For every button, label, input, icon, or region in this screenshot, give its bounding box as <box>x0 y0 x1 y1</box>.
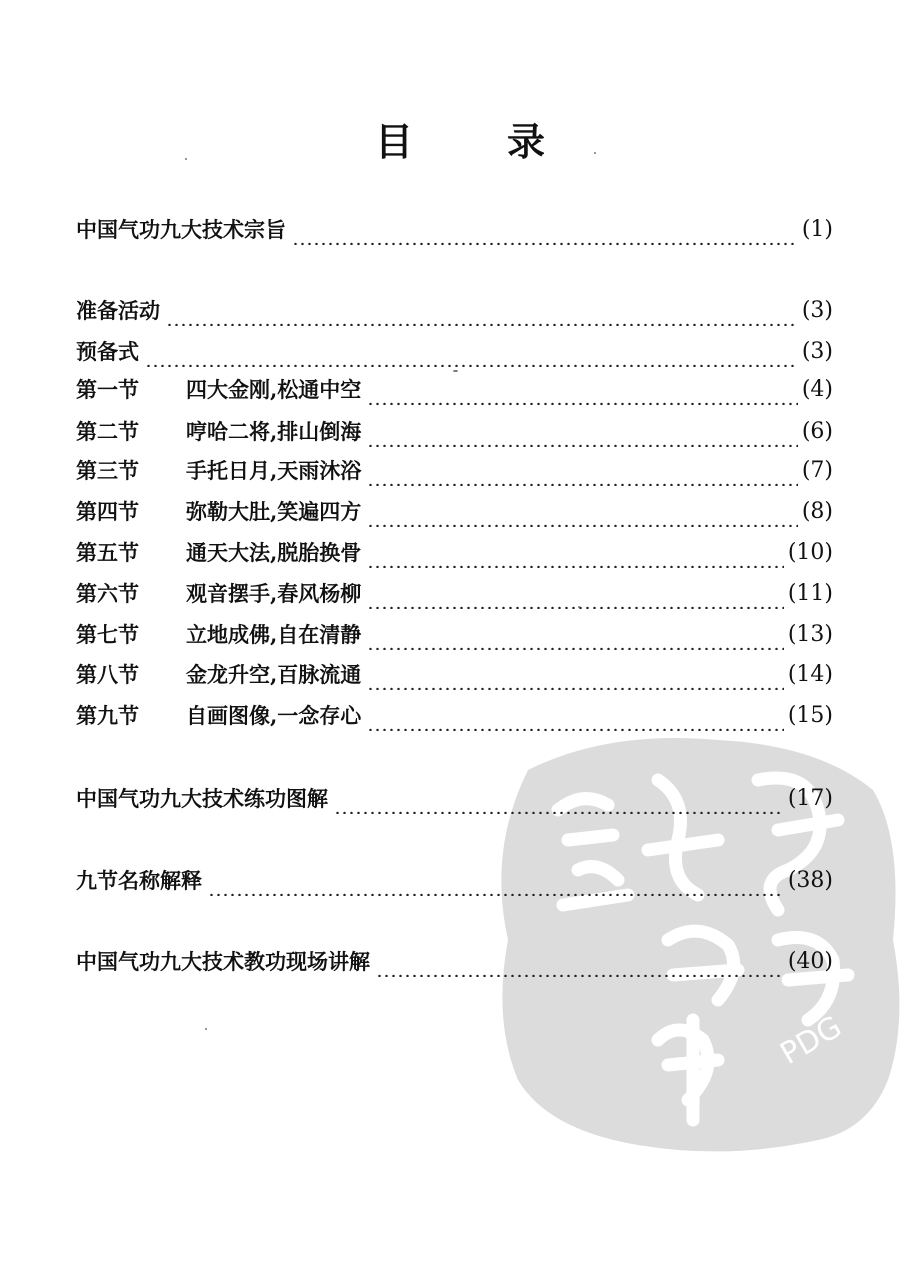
dot-leader <box>376 947 784 977</box>
toc-entry-title: 哼哈二将,排山倒海 <box>186 419 362 444</box>
dot-leader <box>334 784 784 814</box>
toc-entry-title: 观音摆手,春风杨柳 <box>186 581 362 606</box>
toc-page-number: (8) <box>801 499 833 524</box>
toc-entry <box>76 784 833 814</box>
dot-leader <box>145 337 798 367</box>
toc-entry <box>76 947 833 977</box>
toc-entry-title: 准备活动 <box>76 298 160 323</box>
toc-section-number: 第八节 <box>76 662 139 687</box>
dot-leader <box>367 579 784 609</box>
toc-entry <box>76 538 833 568</box>
scan-speck <box>453 370 458 372</box>
toc-section-number: 第二节 <box>76 419 139 444</box>
dot-leader <box>367 701 784 731</box>
toc-page-number: (7) <box>801 458 833 483</box>
toc-page-number: (38) <box>787 868 833 893</box>
dot-leader <box>367 660 784 690</box>
dot-leader <box>367 538 784 568</box>
dot-leader <box>367 497 798 527</box>
toc-entry <box>76 660 833 690</box>
toc-page-number: (40) <box>787 949 833 974</box>
toc-entry-title: 通天大法,脱胎换骨 <box>186 540 362 565</box>
toc-entry-title: 四大金刚,松通中空 <box>186 377 362 402</box>
toc-entry-title: 立地成佛,自在清静 <box>186 622 362 647</box>
toc-page-number: (14) <box>787 662 833 687</box>
dot-leader <box>208 866 784 896</box>
toc-section-number: 第五节 <box>76 540 139 565</box>
dot-leader <box>166 296 798 326</box>
scan-speck <box>205 1028 207 1030</box>
toc-section-number: 第七节 <box>76 622 139 647</box>
toc-entry <box>76 337 833 367</box>
toc-section-number: 第三节 <box>76 458 139 483</box>
toc-section-number: 第一节 <box>76 377 139 402</box>
toc-page-number: (4) <box>801 377 833 402</box>
toc-entry-title: 中国气功九大技术教功现场讲解 <box>76 949 370 974</box>
toc-entry-title: 中国气功九大技术宗旨 <box>76 217 286 242</box>
toc-page-number: (17) <box>787 786 833 811</box>
toc-entry-title: 弥勒大肚,笑遍四方 <box>186 499 362 524</box>
toc-entry-title: 金龙升空,百脉流通 <box>186 662 362 687</box>
toc-entry <box>76 215 833 245</box>
toc-entry <box>76 417 833 447</box>
toc-entry <box>76 620 833 650</box>
scan-speck <box>185 158 187 160</box>
toc-entry-title: 九节名称解释 <box>76 868 202 893</box>
toc-entry <box>76 456 833 486</box>
toc-entry <box>76 497 833 527</box>
toc-page-number: (13) <box>787 622 833 647</box>
dot-leader <box>367 456 798 486</box>
dot-leader <box>367 375 798 405</box>
scan-speck <box>578 606 580 608</box>
toc-section-number: 第四节 <box>76 499 139 524</box>
toc-entry-title: 中国气功九大技术练功图解 <box>76 786 328 811</box>
toc-page-number: (11) <box>787 581 833 606</box>
toc-entry-title: 手托日月,天雨沐浴 <box>186 458 362 483</box>
toc-page-number: (1) <box>801 217 833 242</box>
toc-entry <box>76 866 833 896</box>
toc-page-number: (10) <box>787 540 833 565</box>
toc-page-number: (6) <box>801 419 833 444</box>
seal-pdg-text: PDG <box>774 1009 848 1072</box>
toc-entry-title: 自画图像,一念存心 <box>186 703 362 728</box>
scan-speck <box>594 152 596 154</box>
toc-page-number: (15) <box>787 703 833 728</box>
toc-page-number: (3) <box>801 339 833 364</box>
toc-entry <box>76 296 833 326</box>
toc-page-number: (3) <box>801 298 833 323</box>
dot-leader <box>367 417 798 447</box>
dot-leader <box>292 215 798 245</box>
dot-leader <box>367 620 784 650</box>
toc-entry-title: 预备式 <box>76 339 139 364</box>
toc-entry <box>76 701 833 731</box>
toc-entry <box>76 375 833 405</box>
toc-entry <box>76 579 833 609</box>
toc-section-number: 第九节 <box>76 703 139 728</box>
toc-section-number: 第六节 <box>76 581 139 606</box>
title-char-2: 录 <box>506 120 545 164</box>
title-char-1: 目 <box>375 120 414 164</box>
